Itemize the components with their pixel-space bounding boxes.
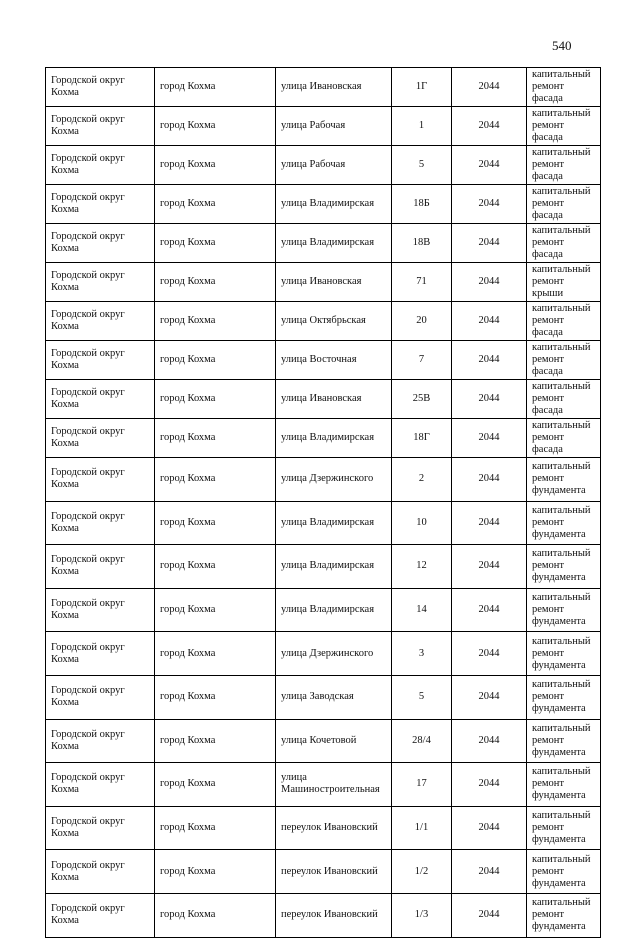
district-cell: Городской округ Кохма (46, 302, 155, 341)
district-cell: Городской округ Кохма (46, 632, 155, 676)
district-cell: Городской округ Кохма (46, 675, 155, 719)
street-cell: улица Владимирская (276, 501, 392, 545)
work-type-cell: капитальный ремонт фундамента (527, 458, 601, 502)
year-cell: 2044 (452, 224, 527, 263)
city-cell: город Кохма (155, 850, 276, 894)
city-cell: город Кохма (155, 68, 276, 107)
house-number-cell: 14 (392, 588, 452, 632)
work-type-cell: капитальный ремонт фундамента (527, 719, 601, 763)
house-number-cell: 1/1 (392, 806, 452, 850)
table-row (46, 302, 601, 341)
district-cell: Городской округ Кохма (46, 68, 155, 107)
street-cell: улица Владимирская (276, 185, 392, 224)
work-type-cell: капитальный ремонт фасада (527, 224, 601, 263)
street-cell: улица Владимирская (276, 545, 392, 589)
year-cell: 2044 (452, 588, 527, 632)
repair-schedule-table (45, 67, 601, 938)
year-cell: 2044 (452, 545, 527, 589)
year-cell: 2044 (452, 68, 527, 107)
table-row (46, 850, 601, 894)
house-number-cell: 2 (392, 458, 452, 502)
table-row (46, 185, 601, 224)
year-cell: 2044 (452, 458, 527, 502)
year-cell: 2044 (452, 806, 527, 850)
district-cell: Городской округ Кохма (46, 146, 155, 185)
city-cell: город Кохма (155, 632, 276, 676)
street-cell: улица Владимирская (276, 588, 392, 632)
street-cell: улица Ивановская (276, 263, 392, 302)
work-type-cell: капитальный ремонт фундамента (527, 632, 601, 676)
district-cell: Городской округ Кохма (46, 263, 155, 302)
year-cell: 2044 (452, 501, 527, 545)
city-cell: город Кохма (155, 302, 276, 341)
district-cell: Городской округ Кохма (46, 458, 155, 502)
work-type-cell: капитальный ремонт крыши (527, 263, 601, 302)
work-type-cell: капитальный ремонт фундамента (527, 588, 601, 632)
table-row (46, 380, 601, 419)
district-cell: Городской округ Кохма (46, 806, 155, 850)
year-cell: 2044 (452, 146, 527, 185)
work-type-cell: капитальный ремонт фундамента (527, 545, 601, 589)
street-cell: улица Восточная (276, 341, 392, 380)
house-number-cell: 10 (392, 501, 452, 545)
street-cell: переулок Ивановский (276, 893, 392, 937)
street-cell: улица Дзержинского (276, 458, 392, 502)
city-cell: город Кохма (155, 419, 276, 458)
table-row (46, 588, 601, 632)
district-cell: Городской округ Кохма (46, 224, 155, 263)
work-type-cell: капитальный ремонт фундамента (527, 893, 601, 937)
city-cell: город Кохма (155, 675, 276, 719)
street-cell: улица Заводская (276, 675, 392, 719)
table-row (46, 501, 601, 545)
house-number-cell: 28/4 (392, 719, 452, 763)
work-type-cell: капитальный ремонт фундамента (527, 850, 601, 894)
table-row (46, 263, 601, 302)
district-cell: Городской округ Кохма (46, 380, 155, 419)
table-row (46, 545, 601, 589)
district-cell: Городской округ Кохма (46, 763, 155, 807)
house-number-cell: 18Г (392, 419, 452, 458)
house-number-cell: 3 (392, 632, 452, 676)
work-type-cell: капитальный ремонт фундамента (527, 501, 601, 545)
year-cell: 2044 (452, 675, 527, 719)
house-number-cell: 18В (392, 224, 452, 263)
work-type-cell: капитальный ремонт фасада (527, 419, 601, 458)
work-type-cell: капитальный ремонт фасада (527, 185, 601, 224)
year-cell: 2044 (452, 850, 527, 894)
house-number-cell: 17 (392, 763, 452, 807)
year-cell: 2044 (452, 302, 527, 341)
street-cell: улица Кочетовой (276, 719, 392, 763)
city-cell: город Кохма (155, 588, 276, 632)
city-cell: город Кохма (155, 458, 276, 502)
house-number-cell: 7 (392, 341, 452, 380)
city-cell: город Кохма (155, 501, 276, 545)
table-body (46, 68, 601, 938)
year-cell: 2044 (452, 263, 527, 302)
work-type-cell: капитальный ремонт фасада (527, 146, 601, 185)
city-cell: город Кохма (155, 107, 276, 146)
table-row (46, 419, 601, 458)
work-type-cell: капитальный ремонт фундамента (527, 675, 601, 719)
district-cell: Городской округ Кохма (46, 545, 155, 589)
work-type-cell: капитальный ремонт фундамента (527, 806, 601, 850)
table-row (46, 107, 601, 146)
year-cell: 2044 (452, 419, 527, 458)
city-cell: город Кохма (155, 341, 276, 380)
house-number-cell: 1Г (392, 68, 452, 107)
district-cell: Городской округ Кохма (46, 341, 155, 380)
work-type-cell: капитальный ремонт фасада (527, 68, 601, 107)
table-row (46, 763, 601, 807)
table-row (46, 675, 601, 719)
house-number-cell: 5 (392, 146, 452, 185)
district-cell: Городской округ Кохма (46, 419, 155, 458)
year-cell: 2044 (452, 380, 527, 419)
street-cell: улица Дзержинского (276, 632, 392, 676)
year-cell: 2044 (452, 893, 527, 937)
district-cell: Городской округ Кохма (46, 850, 155, 894)
house-number-cell: 20 (392, 302, 452, 341)
district-cell: Городской округ Кохма (46, 588, 155, 632)
house-number-cell: 25В (392, 380, 452, 419)
city-cell: город Кохма (155, 893, 276, 937)
city-cell: город Кохма (155, 380, 276, 419)
house-number-cell: 71 (392, 263, 452, 302)
district-cell: Городской округ Кохма (46, 501, 155, 545)
table-row (46, 719, 601, 763)
street-cell: переулок Ивановский (276, 806, 392, 850)
city-cell: город Кохма (155, 545, 276, 589)
house-number-cell: 18Б (392, 185, 452, 224)
work-type-cell: капитальный ремонт фасада (527, 380, 601, 419)
city-cell: город Кохма (155, 185, 276, 224)
house-number-cell: 5 (392, 675, 452, 719)
table-row (46, 68, 601, 107)
table-row (46, 893, 601, 937)
city-cell: город Кохма (155, 263, 276, 302)
year-cell: 2044 (452, 107, 527, 146)
street-cell: улица Рабочая (276, 146, 392, 185)
year-cell: 2044 (452, 763, 527, 807)
work-type-cell: капитальный ремонт фундамента (527, 763, 601, 807)
district-cell: Городской округ Кохма (46, 893, 155, 937)
work-type-cell: капитальный ремонт фасада (527, 107, 601, 146)
year-cell: 2044 (452, 632, 527, 676)
street-cell: улица Владимирская (276, 419, 392, 458)
city-cell: город Кохма (155, 146, 276, 185)
table-row (46, 458, 601, 502)
city-cell: город Кохма (155, 763, 276, 807)
table-row (46, 341, 601, 380)
work-type-cell: капитальный ремонт фасада (527, 302, 601, 341)
street-cell: улица Ивановская (276, 68, 392, 107)
city-cell: город Кохма (155, 224, 276, 263)
house-number-cell: 1 (392, 107, 452, 146)
street-cell: улица Владимирская (276, 224, 392, 263)
year-cell: 2044 (452, 719, 527, 763)
house-number-cell: 1/3 (392, 893, 452, 937)
street-cell: улица Машиностроительная (276, 763, 392, 807)
city-cell: город Кохма (155, 719, 276, 763)
street-cell: улица Рабочая (276, 107, 392, 146)
house-number-cell: 12 (392, 545, 452, 589)
table-row (46, 224, 601, 263)
year-cell: 2044 (452, 185, 527, 224)
year-cell: 2044 (452, 341, 527, 380)
street-cell: улица Октябрьская (276, 302, 392, 341)
district-cell: Городской округ Кохма (46, 719, 155, 763)
city-cell: город Кохма (155, 806, 276, 850)
page-number: 540 (552, 38, 572, 53)
street-cell: улица Ивановская (276, 380, 392, 419)
street-cell: переулок Ивановский (276, 850, 392, 894)
house-number-cell: 1/2 (392, 850, 452, 894)
district-cell: Городской округ Кохма (46, 185, 155, 224)
district-cell: Городской округ Кохма (46, 107, 155, 146)
work-type-cell: капитальный ремонт фасада (527, 341, 601, 380)
table-row (46, 806, 601, 850)
table-row (46, 632, 601, 676)
table-row (46, 146, 601, 185)
